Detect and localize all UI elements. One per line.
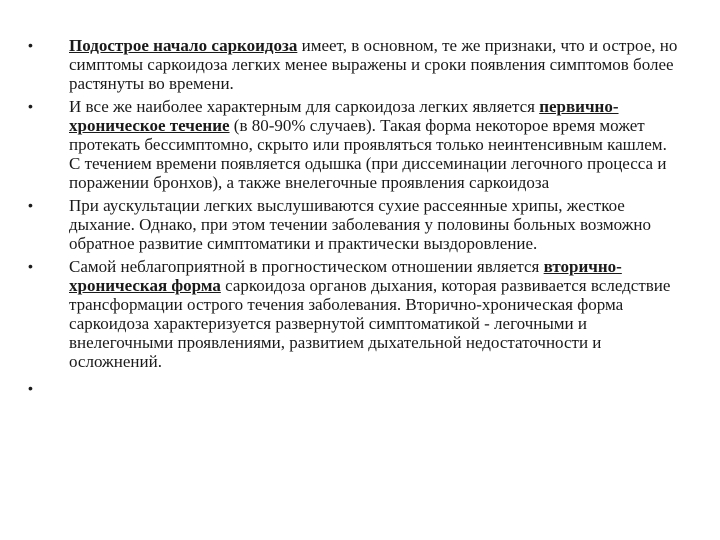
bullet-emphasis-text: первично-хроническое течение [69, 97, 619, 135]
bullet-item-secondary-chronic [28, 257, 678, 371]
bullet-item-empty [28, 379, 678, 398]
bullet-icon: • [28, 37, 33, 53]
bullet-icon: • [28, 258, 33, 274]
bullet-lead-text: И все же наиболее характерным для саркоидоза легких является [69, 97, 540, 116]
bullet-emphasis-text: вторично-хроническая форма [69, 257, 622, 295]
bullet-item-auscultation [28, 196, 678, 253]
bullet-body-text: саркоидоза органов дыхания, которая развивается вследствие трансформации острого течения заболевания. Вторично-хроническая форма саркоидоза характеризуется развернутой симптоматикой - легочными и внелегочными проявлениями, развитием дыхательной недостаточности и осложнений. [69, 276, 671, 371]
bullet-list [28, 36, 678, 402]
bullet-icon: • [28, 197, 33, 213]
bullet-icon: • [28, 380, 33, 396]
bullet-icon: • [28, 98, 33, 114]
bullet-lead-text: При аускультации легких выслушиваются сухие рассеянные хрипы, жесткое дыхание. Однако, при этом течении заболевания у половины больных возможно обратное развитие симптоматики и практически выздоровление. [69, 196, 652, 253]
bullet-lead-text: Самой неблагоприятной в прогностическом отношении является [69, 257, 544, 276]
bullet-body-text: (в 80-90% случаев). Такая форма некоторое время может протекать бессимптомно, скрыто или проявляться только неинтенсивным кашлем. С течением времени появляется одышка (при диссеминации легочного процесса и поражении бронхов), а также внелегочные проявления саркоидоза [69, 116, 667, 192]
bullet-item-primary-chronic [28, 97, 678, 192]
bullet-body-text: имеет, в основном, те же признаки, что и острое, но симптомы саркоидоза легких менее выражены и сроки появления симптомов более растянуты во времени. [69, 36, 678, 93]
bullet-emphasis-text: Подострое начало саркоидоза [69, 36, 298, 55]
bullet-item-subacute-onset [28, 36, 678, 93]
